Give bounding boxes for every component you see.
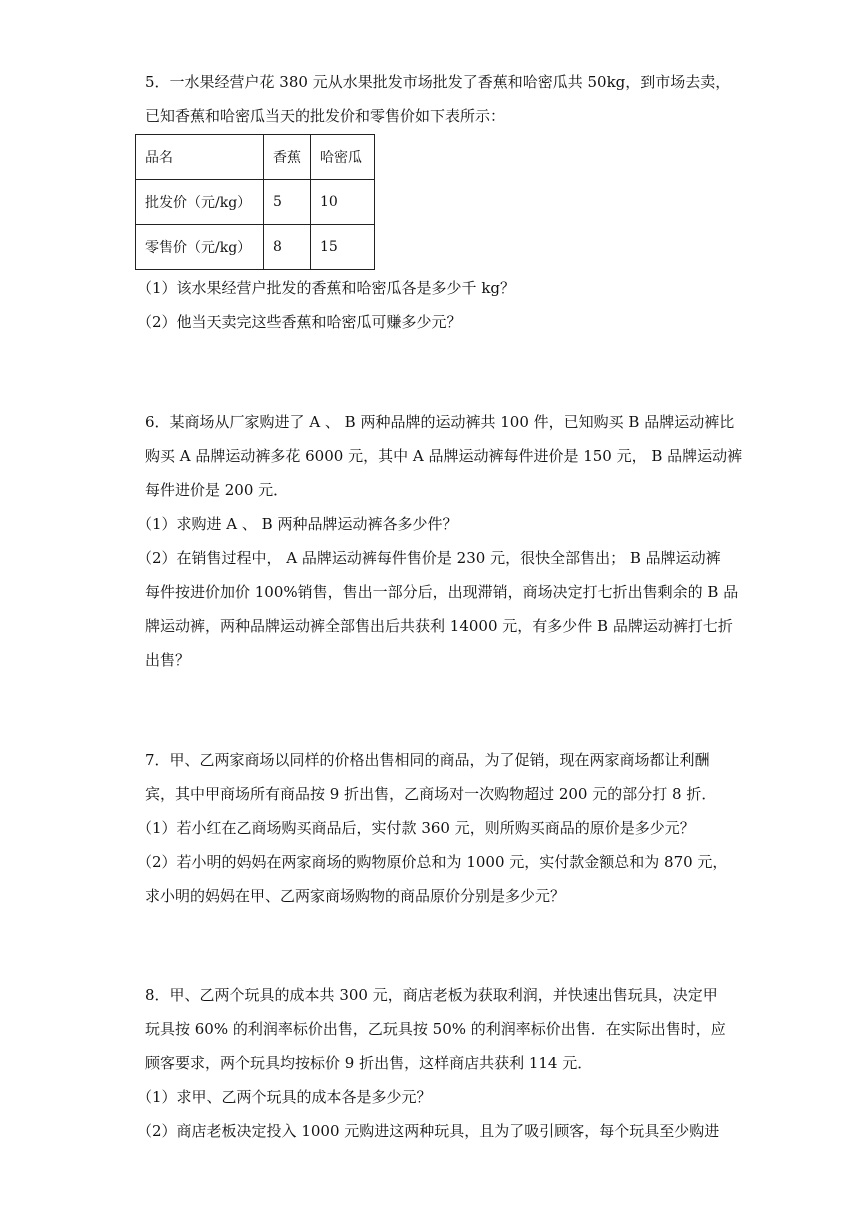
q6-sub2-line3: 牌运动裤，两种品牌运动裤全部售出后共获利 14000 元，有多少件 B 品牌运动裤打七折 bbox=[145, 617, 733, 635]
table-row bbox=[136, 225, 375, 270]
q6-sub2-line1: （2）在销售过程中， A 品牌运动裤每件售价是 230 元，很快全部售出； B 品牌运动裤 bbox=[137, 549, 721, 567]
q7-sub2-line2: 求小明的妈妈在甲、乙两家商场购物的商品原价分别是多少元？ bbox=[145, 887, 566, 905]
q6-sub1: （1）求购进 A 、 B 两种品牌运动裤各多少件？ bbox=[137, 515, 458, 533]
table-cell: 哈密瓜 bbox=[311, 135, 375, 180]
table-cell: 10 bbox=[311, 180, 375, 225]
q7-line1: 7．甲、乙两家商场以同样的价格出售相同的商品，为了促销，现在两家商场都让利酬 bbox=[145, 751, 710, 769]
q7-sub2-line1: （2）若小明的妈妈在两家商场的购物原价总和为 1000 元，实付款金额总和为 870 元， bbox=[137, 853, 728, 871]
q8-line3: 顾客要求，两个玩具均按标价 9 折出售，这样商店共获利 114 元． bbox=[145, 1054, 593, 1072]
table-cell: 5 bbox=[264, 180, 311, 225]
q8-sub2-line1: （2）商店老板决定投入 1000 元购进这两种玩具，且为了吸引顾客，每个玩具至少购进 bbox=[137, 1122, 720, 1140]
table-cell: 15 bbox=[311, 225, 375, 270]
q8-sub1: （1）求甲、乙两个玩具的成本各是多少元？ bbox=[137, 1088, 432, 1106]
table-row bbox=[136, 135, 375, 180]
table-row bbox=[136, 180, 375, 225]
q8-line2: 玩具按 60% 的利润率标价出售，乙玩具按 50% 的利润率标价出售．在实际出售时，应 bbox=[145, 1020, 726, 1038]
q7-sub1: （1）若小红在乙商场购买商品后，实付款 360 元，则所购买商品的原价是多少元？ bbox=[137, 819, 695, 837]
table-cell: 8 bbox=[264, 225, 311, 270]
q5-line1: 5．一水果经营户花 380 元从水果批发市场批发了香蕉和哈密瓜共 50kg，到市场去卖， bbox=[145, 73, 731, 91]
q6-sub2-line2: 每件按进价加价 100%销售，售出一部分后，出现滞销，商场决定打七折出售剩余的 B 品 bbox=[145, 583, 739, 601]
q6-line1: 6．某商场从厂家购进了 A 、 B 两种品牌的运动裤共 100 件，已知购买 B 品牌运动裤比 bbox=[145, 413, 735, 431]
table-cell: 零售价（元/kg） bbox=[136, 225, 264, 270]
table-cell: 香蕉 bbox=[264, 135, 311, 180]
q5-line2: 已知香蕉和哈密瓜当天的批发价和零售价如下表所示： bbox=[145, 107, 506, 125]
q8-line1: 8．甲、乙两个玩具的成本共 300 元，商店老板为获取利润，并快速出售玩具，决定甲 bbox=[145, 986, 718, 1004]
q5-sub2: （2）他当天卖完这些香蕉和哈密瓜可赚多少元？ bbox=[137, 313, 462, 331]
q6-sub2-line4: 出售？ bbox=[145, 651, 191, 669]
q5-sub1: （1）该水果经营户批发的香蕉和哈密瓜各是多少千 kg？ bbox=[137, 279, 516, 297]
q7-line2: 宾，其中甲商场所有商品按 9 折出售，乙商场对一次购物超过 200 元的部分打 8 折． bbox=[145, 785, 717, 803]
table-cell: 品名 bbox=[136, 135, 264, 180]
price-table bbox=[135, 134, 375, 270]
table-cell: 批发价（元/kg） bbox=[136, 180, 264, 225]
q6-line2: 购买 A 品牌运动裤多花 6000 元，其中 A 品牌运动裤每件进价是 150 元， B 品牌运动裤 bbox=[145, 447, 743, 465]
q6-line3: 每件进价是 200 元． bbox=[145, 481, 289, 499]
